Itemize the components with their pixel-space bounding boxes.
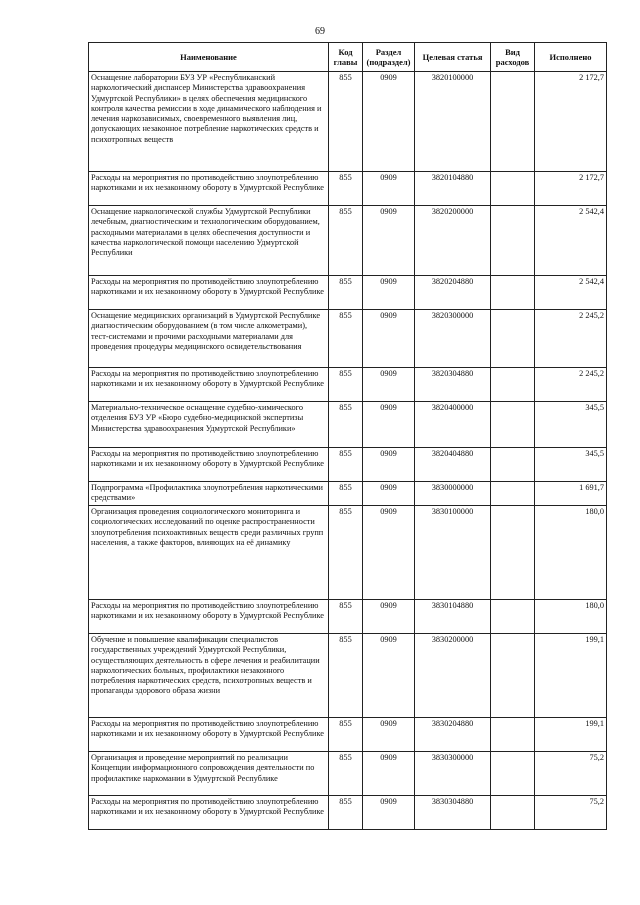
row-code: 855 — [329, 276, 363, 310]
row-code: 855 — [329, 482, 363, 506]
row-executed: 2 172,7 — [535, 172, 607, 206]
row-code: 855 — [329, 172, 363, 206]
row-type — [491, 448, 535, 482]
header-code: Код главы — [329, 43, 363, 72]
row-section: 0909 — [363, 172, 415, 206]
row-section: 0909 — [363, 718, 415, 752]
table-header-row — [89, 43, 607, 72]
row-name: Расходы на мероприятия по противодействию злоупотреблению наркотиками и их незаконному обороту в Удмуртской Республике — [89, 448, 329, 482]
row-section: 0909 — [363, 796, 415, 830]
row-section: 0909 — [363, 448, 415, 482]
table-row — [89, 796, 607, 830]
row-target: 3820404880 — [415, 448, 491, 482]
header-target: Целевая статья — [415, 43, 491, 72]
row-type — [491, 482, 535, 506]
row-target: 3830104880 — [415, 600, 491, 634]
row-type — [491, 752, 535, 796]
table-row — [89, 310, 607, 368]
row-target: 3820304880 — [415, 368, 491, 402]
row-name: Расходы на мероприятия по противодействию злоупотреблению наркотиками и их незаконному обороту в Удмуртской Республике — [89, 172, 329, 206]
header-name: Наименование — [89, 43, 329, 72]
row-name: Расходы на мероприятия по противодействию злоупотреблению наркотиками и их незаконному обороту в Удмуртской Республике — [89, 276, 329, 310]
row-executed: 2 172,7 — [535, 72, 607, 172]
row-section: 0909 — [363, 72, 415, 172]
row-section: 0909 — [363, 506, 415, 600]
table-row — [89, 172, 607, 206]
header-executed: Исполнено — [535, 43, 607, 72]
row-type — [491, 368, 535, 402]
row-executed: 199,1 — [535, 634, 607, 718]
row-type — [491, 310, 535, 368]
row-name: Организация и проведение мероприятий по реализации Концепции информационного сопровождения деятельности по профилактике наркомании в Удмуртской Республике — [89, 752, 329, 796]
header-section: Раздел (подраздел) — [363, 43, 415, 72]
row-executed: 2 245,2 — [535, 310, 607, 368]
row-name: Оснащение медицинских организаций в Удмуртской Республике диагностическим оборудованием (в том числе алкометрами), тест-системами и прочими расходными материалами для проведения процедуры медицинского освидетельствования — [89, 310, 329, 368]
table-row — [89, 752, 607, 796]
row-target: 3830300000 — [415, 752, 491, 796]
row-code: 855 — [329, 600, 363, 634]
row-executed: 2 542,4 — [535, 276, 607, 310]
table-row — [89, 634, 607, 718]
row-code: 855 — [329, 506, 363, 600]
row-target: 3830000000 — [415, 482, 491, 506]
table-row — [89, 72, 607, 172]
row-name: Расходы на мероприятия по противодействию злоупотреблению наркотиками и их незаконному обороту в Удмуртской Республике — [89, 796, 329, 830]
row-executed: 180,0 — [535, 506, 607, 600]
row-name: Расходы на мероприятия по противодействию злоупотреблению наркотиками и их незаконному обороту в Удмуртской Республике — [89, 718, 329, 752]
row-target: 3830204880 — [415, 718, 491, 752]
row-name: Организация проведения социологического мониторинга и социологических исследований по оценке распространенности злоупотребления психоактивных веществ среди различных групп населения, а также факторов, влияющих на её динамику — [89, 506, 329, 600]
row-type — [491, 506, 535, 600]
row-section: 0909 — [363, 276, 415, 310]
row-type — [491, 206, 535, 276]
row-code: 855 — [329, 368, 363, 402]
row-name: Оснащение лаборатории БУЗ УР «Республиканский наркологический диспансер Министерства здравоохранения Удмуртской Республики» в целях обеспечения медицинского контроля качества ремиссии в ходе динамического наблюдения и лечения наркозависимых, своевременного выявления лиц, допускающих незаконное потребление наркотических средств и психотропных веществ — [89, 72, 329, 172]
row-section: 0909 — [363, 368, 415, 402]
row-code: 855 — [329, 752, 363, 796]
row-type — [491, 172, 535, 206]
row-executed: 75,2 — [535, 796, 607, 830]
row-code: 855 — [329, 206, 363, 276]
row-section: 0909 — [363, 206, 415, 276]
table-row — [89, 276, 607, 310]
row-executed: 2 542,4 — [535, 206, 607, 276]
row-target: 3820400000 — [415, 402, 491, 448]
row-type — [491, 600, 535, 634]
row-name: Расходы на мероприятия по противодействию злоупотреблению наркотиками и их незаконному обороту в Удмуртской Республике — [89, 368, 329, 402]
row-type — [491, 402, 535, 448]
row-type — [491, 72, 535, 172]
row-name: Подпрограмма «Профилактика злоупотребления наркотическими средствами» — [89, 482, 329, 506]
table-row — [89, 482, 607, 506]
header-type: Вид расходов — [491, 43, 535, 72]
row-executed: 345,5 — [535, 448, 607, 482]
row-target: 3820104880 — [415, 172, 491, 206]
row-code: 855 — [329, 718, 363, 752]
row-name: Расходы на мероприятия по противодействию злоупотреблению наркотиками и их незаконному обороту в Удмуртской Республике — [89, 600, 329, 634]
table-row — [89, 718, 607, 752]
row-name: Обучение и повышение квалификации специалистов государственных учреждений Удмуртской Республики, осуществляющих деятельность в сфере лечения и реабилитации наркологических больных, профилактики незаконного потребления наркотических средств, психотропных веществ и пропаганды здорового образа жизни — [89, 634, 329, 718]
table-row — [89, 206, 607, 276]
table-row — [89, 402, 607, 448]
row-section: 0909 — [363, 402, 415, 448]
row-code: 855 — [329, 402, 363, 448]
row-type — [491, 276, 535, 310]
row-name: Оснащение наркологической службы Удмуртской Республики лечебным, диагностическим и технологическим оборудованием, расходными материалами в целях обеспечения доступности и качества наркологической помощи населению Удмуртской Республики — [89, 206, 329, 276]
row-code: 855 — [329, 634, 363, 718]
row-section: 0909 — [363, 600, 415, 634]
row-target: 3830100000 — [415, 506, 491, 600]
page-number: 69 — [315, 26, 325, 37]
row-name: Материально-техническое оснащение судебно-химического отделения БУЗ УР «Бюро судебно-медицинской экспертизы Министерства здравоохранения Удмуртской Республики» — [89, 402, 329, 448]
row-code: 855 — [329, 310, 363, 368]
row-type — [491, 718, 535, 752]
row-section: 0909 — [363, 482, 415, 506]
row-target: 3820204880 — [415, 276, 491, 310]
table-row — [89, 506, 607, 600]
row-target: 3830304880 — [415, 796, 491, 830]
row-code: 855 — [329, 448, 363, 482]
row-executed: 2 245,2 — [535, 368, 607, 402]
row-section: 0909 — [363, 310, 415, 368]
row-executed: 1 691,7 — [535, 482, 607, 506]
row-executed: 345,5 — [535, 402, 607, 448]
row-type — [491, 634, 535, 718]
row-code: 855 — [329, 796, 363, 830]
table-row — [89, 600, 607, 634]
row-executed: 199,1 — [535, 718, 607, 752]
row-target: 3820200000 — [415, 206, 491, 276]
row-type — [491, 796, 535, 830]
row-target: 3820300000 — [415, 310, 491, 368]
row-target: 3830200000 — [415, 634, 491, 718]
row-section: 0909 — [363, 752, 415, 796]
budget-table — [88, 42, 607, 830]
row-executed: 180,0 — [535, 600, 607, 634]
table-row — [89, 448, 607, 482]
table-row — [89, 368, 607, 402]
row-section: 0909 — [363, 634, 415, 718]
row-target: 3820100000 — [415, 72, 491, 172]
row-code: 855 — [329, 72, 363, 172]
row-executed: 75,2 — [535, 752, 607, 796]
